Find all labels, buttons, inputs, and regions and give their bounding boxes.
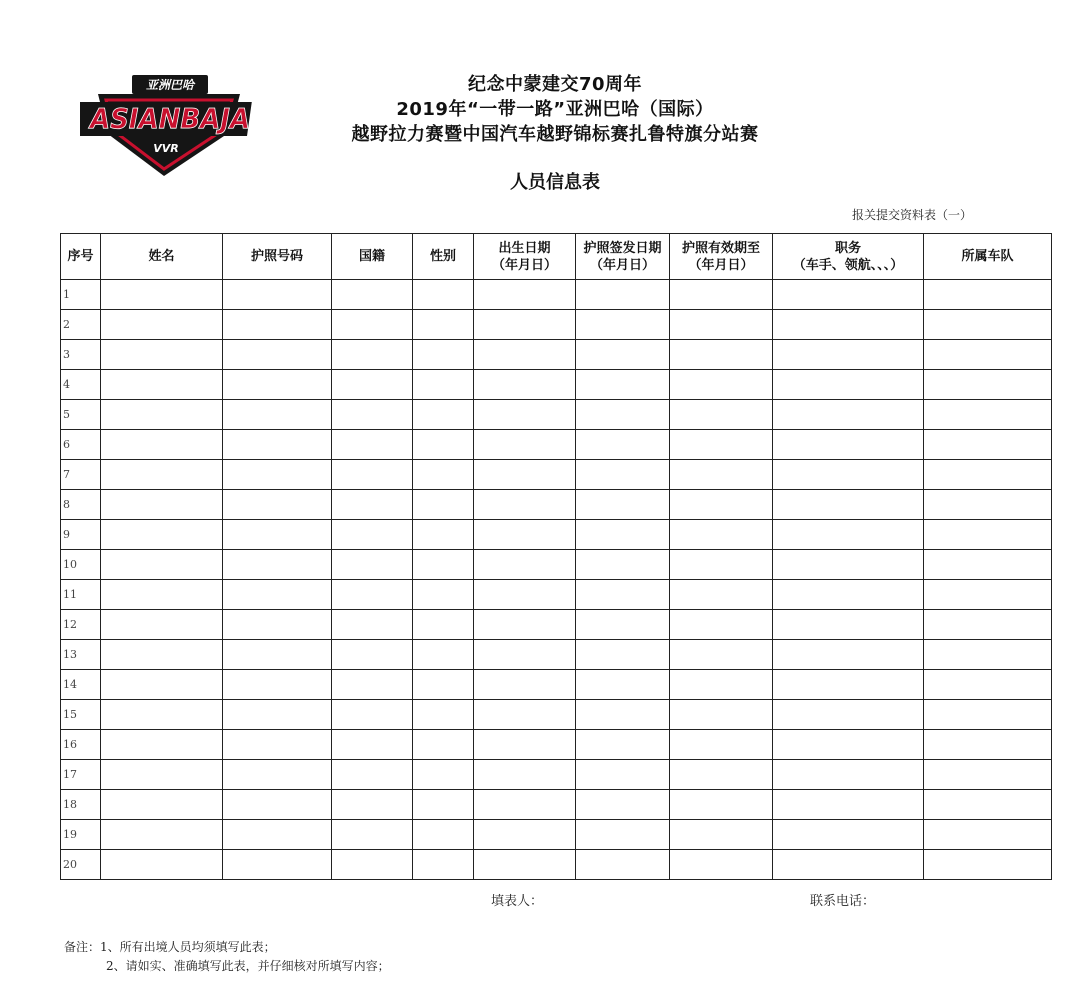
entry-cell[interactable]: [576, 490, 670, 520]
entry-cell[interactable]: [413, 760, 474, 790]
entry-cell[interactable]: [670, 730, 773, 760]
entry-cell[interactable]: [773, 490, 924, 520]
column-header: [670, 234, 773, 280]
row-number: 14: [61, 670, 101, 700]
column-header-sublabel: （年月日）: [491, 257, 557, 273]
logo-top-text: 亚洲巴哈: [145, 78, 195, 92]
entry-cell[interactable]: [413, 430, 474, 460]
table-row: [61, 790, 1052, 820]
entry-cell[interactable]: [332, 490, 413, 520]
table-row: [61, 850, 1052, 880]
entry-cell[interactable]: [670, 790, 773, 820]
logo-badge-text: VVR: [153, 142, 179, 155]
entry-cell[interactable]: [413, 580, 474, 610]
entry-cell[interactable]: [576, 640, 670, 670]
entry-cell[interactable]: [413, 700, 474, 730]
row-number: 2: [61, 310, 101, 340]
entry-cell[interactable]: [101, 790, 223, 820]
note-1: 备注：1、所有出境人员均须填写此表；: [64, 940, 276, 954]
entry-cell[interactable]: [332, 340, 413, 370]
table-row: [61, 730, 1052, 760]
table-row: [61, 670, 1052, 700]
entry-cell[interactable]: [924, 670, 1052, 700]
entry-cell[interactable]: [773, 520, 924, 550]
column-header: [924, 234, 1052, 280]
column-header: [576, 234, 670, 280]
table-header-row: [61, 234, 1052, 280]
entry-cell[interactable]: [576, 580, 670, 610]
entry-cell[interactable]: [413, 790, 474, 820]
entry-cell[interactable]: [773, 700, 924, 730]
entry-cell[interactable]: [576, 790, 670, 820]
entry-cell[interactable]: [576, 520, 670, 550]
entry-cell[interactable]: [924, 610, 1052, 640]
row-number: 9: [61, 520, 101, 550]
entry-cell[interactable]: [101, 850, 223, 880]
entry-cell[interactable]: [474, 400, 576, 430]
entry-cell[interactable]: [223, 760, 332, 790]
entry-cell[interactable]: [670, 310, 773, 340]
entry-cell[interactable]: [413, 850, 474, 880]
entry-cell[interactable]: [332, 460, 413, 490]
entry-cell[interactable]: [924, 760, 1052, 790]
entry-cell[interactable]: [332, 670, 413, 700]
table-row: [61, 340, 1052, 370]
row-number: 8: [61, 490, 101, 520]
entry-cell[interactable]: [223, 610, 332, 640]
table-row: [61, 520, 1052, 550]
row-number: 13: [61, 640, 101, 670]
entry-cell[interactable]: [413, 610, 474, 640]
row-number: 10: [61, 550, 101, 580]
row-number: 20: [61, 850, 101, 880]
entry-cell[interactable]: [474, 280, 576, 310]
entry-cell[interactable]: [670, 490, 773, 520]
row-number: 18: [61, 790, 101, 820]
entry-cell[interactable]: [101, 310, 223, 340]
entry-cell[interactable]: [773, 370, 924, 400]
row-number: 7: [61, 460, 101, 490]
entry-cell[interactable]: [576, 310, 670, 340]
filler-label: 填表人：: [491, 894, 544, 909]
entry-cell[interactable]: [474, 640, 576, 670]
row-number: 16: [61, 730, 101, 760]
entry-cell[interactable]: [101, 580, 223, 610]
column-header-label: 国籍: [358, 249, 385, 264]
entry-cell[interactable]: [773, 760, 924, 790]
entry-cell[interactable]: [332, 850, 413, 880]
entry-cell[interactable]: [576, 700, 670, 730]
entry-cell[interactable]: [924, 490, 1052, 520]
column-header: [101, 234, 223, 280]
entry-cell[interactable]: [773, 400, 924, 430]
column-header: [223, 234, 332, 280]
entry-cell[interactable]: [576, 760, 670, 790]
entry-cell[interactable]: [332, 790, 413, 820]
column-header: [413, 234, 474, 280]
entry-cell[interactable]: [413, 460, 474, 490]
table-row: [61, 370, 1052, 400]
entry-cell[interactable]: [223, 820, 332, 850]
entry-cell[interactable]: [576, 460, 670, 490]
entry-cell[interactable]: [773, 850, 924, 880]
entry-cell[interactable]: [223, 730, 332, 760]
entry-cell[interactable]: [223, 850, 332, 880]
entry-cell[interactable]: [332, 310, 413, 340]
entry-cell[interactable]: [924, 550, 1052, 580]
table-row: [61, 310, 1052, 340]
entry-cell[interactable]: [773, 460, 924, 490]
entry-cell[interactable]: [332, 550, 413, 580]
entry-cell[interactable]: [413, 670, 474, 700]
entry-cell[interactable]: [413, 520, 474, 550]
row-number: 19: [61, 820, 101, 850]
entry-cell[interactable]: [576, 400, 670, 430]
entry-cell[interactable]: [670, 340, 773, 370]
column-header-label: 出生日期: [498, 240, 551, 256]
column-header-label: 护照签发日期: [583, 240, 662, 256]
entry-cell[interactable]: [576, 610, 670, 640]
logo-main-text: ASIANBAJA: [88, 102, 250, 135]
entry-cell[interactable]: [670, 850, 773, 880]
entry-cell[interactable]: [924, 460, 1052, 490]
entry-cell[interactable]: [101, 700, 223, 730]
entry-cell[interactable]: [413, 280, 474, 310]
entry-cell[interactable]: [474, 610, 576, 640]
entry-cell[interactable]: [474, 550, 576, 580]
reference-label: 报关提交资料表（一）: [851, 208, 972, 222]
column-header: [474, 234, 576, 280]
entry-cell[interactable]: [670, 700, 773, 730]
phone-label: 联系电话：: [810, 894, 876, 909]
table-row: [61, 820, 1052, 850]
entry-cell[interactable]: [924, 820, 1052, 850]
entry-cell[interactable]: [332, 700, 413, 730]
row-number: 12: [61, 610, 101, 640]
entry-cell[interactable]: [101, 640, 223, 670]
entry-cell[interactable]: [223, 460, 332, 490]
entry-cell[interactable]: [670, 610, 773, 640]
entry-cell[interactable]: [773, 580, 924, 610]
entry-cell[interactable]: [101, 280, 223, 310]
entry-cell[interactable]: [576, 280, 670, 310]
entry-cell[interactable]: [474, 310, 576, 340]
entry-cell[interactable]: [924, 310, 1052, 340]
table-row: [61, 460, 1052, 490]
entry-cell[interactable]: [332, 430, 413, 460]
entry-cell[interactable]: [773, 340, 924, 370]
entry-cell[interactable]: [474, 790, 576, 820]
entry-cell[interactable]: [773, 670, 924, 700]
entry-cell[interactable]: [773, 280, 924, 310]
entry-cell[interactable]: [924, 580, 1052, 610]
entry-cell[interactable]: [773, 550, 924, 580]
entry-cell[interactable]: [924, 850, 1052, 880]
title-line-1: 纪念中蒙建交70周年: [467, 74, 643, 95]
entry-cell[interactable]: [413, 370, 474, 400]
entry-cell[interactable]: [773, 790, 924, 820]
column-header-sublabel: （车手、领航、、、）: [792, 257, 904, 273]
entry-cell[interactable]: [474, 520, 576, 550]
column-header-sublabel: （年月日）: [589, 257, 655, 273]
entry-cell[interactable]: [670, 670, 773, 700]
entry-cell[interactable]: [670, 400, 773, 430]
column-header: [773, 234, 924, 280]
row-number: 15: [61, 700, 101, 730]
entry-cell[interactable]: [413, 550, 474, 580]
entry-cell[interactable]: [332, 820, 413, 850]
entry-cell[interactable]: [576, 550, 670, 580]
column-header-label: 所属车队: [961, 249, 1014, 264]
entry-cell[interactable]: [924, 790, 1052, 820]
asian-baja-logo: [80, 72, 258, 182]
entry-cell[interactable]: [474, 340, 576, 370]
entry-cell[interactable]: [670, 550, 773, 580]
entry-cell[interactable]: [670, 760, 773, 790]
table-row: [61, 610, 1052, 640]
entry-cell[interactable]: [773, 610, 924, 640]
entry-cell[interactable]: [413, 730, 474, 760]
table-row: [61, 640, 1052, 670]
entry-cell[interactable]: [576, 430, 670, 460]
entry-cell[interactable]: [223, 550, 332, 580]
entry-cell[interactable]: [413, 640, 474, 670]
entry-cell[interactable]: [670, 460, 773, 490]
entry-cell[interactable]: [924, 400, 1052, 430]
entry-cell[interactable]: [332, 580, 413, 610]
entry-cell[interactable]: [223, 400, 332, 430]
entry-cell[interactable]: [670, 520, 773, 550]
notes: [64, 938, 390, 976]
entry-cell[interactable]: [576, 670, 670, 700]
entry-cell[interactable]: [223, 670, 332, 700]
entry-cell[interactable]: [101, 460, 223, 490]
table-row: [61, 430, 1052, 460]
entry-cell[interactable]: [474, 850, 576, 880]
entry-cell[interactable]: [223, 280, 332, 310]
table-row: [61, 280, 1052, 310]
entry-cell[interactable]: [101, 400, 223, 430]
entry-cell[interactable]: [101, 610, 223, 640]
entry-cell[interactable]: [576, 730, 670, 760]
entry-cell[interactable]: [924, 730, 1052, 760]
row-number: 4: [61, 370, 101, 400]
entry-cell[interactable]: [474, 700, 576, 730]
entry-cell[interactable]: [223, 640, 332, 670]
row-number: 1: [61, 280, 101, 310]
entry-cell[interactable]: [924, 640, 1052, 670]
entry-cell[interactable]: [223, 490, 332, 520]
entry-cell[interactable]: [670, 430, 773, 460]
table-row: [61, 580, 1052, 610]
entry-cell[interactable]: [474, 460, 576, 490]
entry-cell[interactable]: [773, 430, 924, 460]
entry-cell[interactable]: [101, 670, 223, 700]
entry-cell[interactable]: [773, 310, 924, 340]
entry-cell[interactable]: [413, 490, 474, 520]
entry-cell[interactable]: [576, 340, 670, 370]
entry-cell[interactable]: [474, 430, 576, 460]
title-line-3: 越野拉力赛暨中国汽车越野锦标赛扎鲁特旗分站赛: [351, 124, 759, 145]
entry-cell[interactable]: [670, 370, 773, 400]
table-row: [61, 760, 1052, 790]
entry-cell[interactable]: [413, 820, 474, 850]
entry-cell[interactable]: [332, 730, 413, 760]
entry-cell[interactable]: [924, 430, 1052, 460]
column-header: [332, 234, 413, 280]
entry-cell[interactable]: [576, 370, 670, 400]
form-title: 人员信息表: [510, 172, 600, 193]
entry-cell[interactable]: [101, 340, 223, 370]
column-header-label: 护照号码: [250, 249, 303, 264]
entry-cell[interactable]: [670, 640, 773, 670]
document-title-block: [300, 72, 810, 147]
row-number: 6: [61, 430, 101, 460]
column-header-label: 职务: [834, 240, 861, 256]
row-number: 3: [61, 340, 101, 370]
entry-cell[interactable]: [413, 340, 474, 370]
entry-cell[interactable]: [101, 760, 223, 790]
entry-cell[interactable]: [773, 640, 924, 670]
column-header-sublabel: （年月日）: [688, 257, 754, 273]
entry-cell[interactable]: [474, 490, 576, 520]
entry-cell[interactable]: [101, 520, 223, 550]
entry-cell[interactable]: [223, 370, 332, 400]
column-header: [61, 234, 101, 280]
entry-cell[interactable]: [101, 550, 223, 580]
entry-cell[interactable]: [924, 280, 1052, 310]
entry-cell[interactable]: [101, 370, 223, 400]
entry-cell[interactable]: [101, 730, 223, 760]
entry-cell[interactable]: [223, 310, 332, 340]
entry-cell[interactable]: [474, 670, 576, 700]
entry-cell[interactable]: [576, 820, 670, 850]
entry-cell[interactable]: [924, 700, 1052, 730]
column-header-label: 性别: [429, 249, 456, 264]
entry-cell[interactable]: [101, 430, 223, 460]
entry-cell[interactable]: [332, 760, 413, 790]
entry-cell[interactable]: [670, 280, 773, 310]
column-header-label: 序号: [67, 249, 94, 264]
entry-cell[interactable]: [474, 730, 576, 760]
table-row: [61, 490, 1052, 520]
entry-cell[interactable]: [413, 400, 474, 430]
entry-cell[interactable]: [924, 520, 1052, 550]
entry-cell[interactable]: [670, 820, 773, 850]
entry-cell[interactable]: [101, 490, 223, 520]
entry-cell[interactable]: [223, 340, 332, 370]
entry-cell[interactable]: [332, 400, 413, 430]
entry-cell[interactable]: [413, 310, 474, 340]
table-row: [61, 700, 1052, 730]
entry-cell[interactable]: [773, 820, 924, 850]
entry-cell[interactable]: [332, 520, 413, 550]
entry-cell[interactable]: [924, 340, 1052, 370]
note-2: 2、请如实、准确填写此表，并仔细核对所填写内容；: [106, 959, 390, 973]
entry-cell[interactable]: [223, 430, 332, 460]
entry-cell[interactable]: [474, 370, 576, 400]
row-number: 11: [61, 580, 101, 610]
entry-cell[interactable]: [223, 700, 332, 730]
entry-cell[interactable]: [576, 850, 670, 880]
row-number: 17: [61, 760, 101, 790]
entry-cell[interactable]: [332, 370, 413, 400]
entry-cell[interactable]: [474, 820, 576, 850]
entry-cell[interactable]: [101, 820, 223, 850]
entry-cell[interactable]: [773, 730, 924, 760]
entry-cell[interactable]: [223, 520, 332, 550]
entry-cell[interactable]: [670, 580, 773, 610]
personnel-info-table: [60, 233, 1052, 880]
column-header-label: 姓名: [148, 249, 175, 264]
entry-cell[interactable]: [223, 790, 332, 820]
table-row: [61, 400, 1052, 430]
entry-cell[interactable]: [223, 580, 332, 610]
entry-cell[interactable]: [332, 610, 413, 640]
column-header-label: 护照有效期至: [681, 240, 760, 256]
table-row: [61, 550, 1052, 580]
title-line-2: 2019年“一带一路”亚洲巴哈（国际）: [396, 99, 714, 120]
row-number: 5: [61, 400, 101, 430]
entry-cell[interactable]: [474, 760, 576, 790]
entry-cell[interactable]: [332, 280, 413, 310]
entry-cell[interactable]: [474, 580, 576, 610]
entry-cell[interactable]: [924, 370, 1052, 400]
entry-cell[interactable]: [332, 640, 413, 670]
